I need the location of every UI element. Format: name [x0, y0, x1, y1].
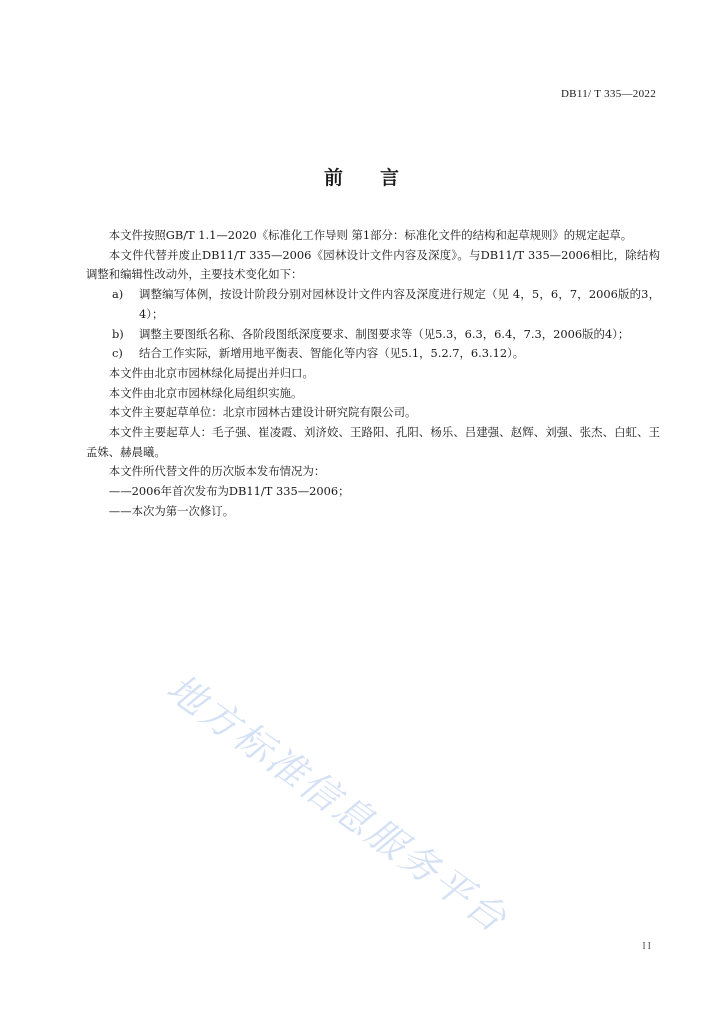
list-item-text: 调整编写体例，按设计阶段分别对园林设计文件内容及深度进行规定（见 4，5，6，7，2006版的3，4）；	[139, 287, 660, 321]
paragraph-drafting-unit: 本文件主要起草单位：北京市园林古建设计研究院有限公司。	[108, 405, 417, 420]
list-item	[86, 325, 660, 345]
history-entry: ——2006年首次发布为DB11/T 335—2006；	[108, 484, 350, 499]
page-number: II	[642, 941, 653, 952]
history-entry: ——本次为第一次修订。	[108, 503, 235, 518]
page-title	[0, 163, 724, 190]
paragraph-implementer: 本文件由北京市园林绿化局组织实施。	[108, 385, 303, 400]
title-char-1: 前	[323, 167, 344, 189]
list-item-marker: c)	[112, 346, 123, 361]
paragraph-history-intro: 本文件所代替文件的历次版本发布情况为：	[108, 464, 326, 479]
watermark: 地方标准信息服务平台	[158, 665, 517, 942]
paragraph-replacement: 本文件代替并废止DB11/T 335—2006《园林设计文件内容及深度》。与DB11/T 335—2006相比，除结构调整和编辑性改动外，主要技术变化如下：	[86, 247, 660, 282]
list-item-marker: b)	[112, 326, 124, 341]
paragraph-drafting-rules: 本文件按照GB/T 1.1—2020《标准化工作导则 第1部分：标准化文件的结构和起草规则》的规定起草。	[108, 228, 633, 242]
list-item-marker: a)	[112, 287, 124, 302]
standard-code: DB11/ T 335—2022	[560, 88, 656, 100]
paragraph-proposer: 本文件由北京市园林绿化局提出并归口。	[108, 365, 314, 380]
list-item-text: 结合工作实际，新增用地平衡表、智能化等内容（见5.1，5.2.7，6.3.12）。	[139, 346, 525, 361]
title-char-2: 言	[380, 167, 401, 189]
list-item-text: 调整主要图纸名称、各阶段图纸深度要求、制图要求等（见5.3，6.3，6.4，7.3，2006版的4）；	[139, 326, 630, 341]
foreword-body	[86, 226, 660, 522]
paragraph-drafters: 本文件主要起草人：毛子强、崔凌霞、刘济姣、王路阳、孔阳、杨乐、吕建强、赵辉、刘强、张杰、白虹、王孟姝、赫晨曦。	[86, 425, 660, 459]
list-item	[86, 285, 660, 324]
list-item	[86, 344, 660, 364]
